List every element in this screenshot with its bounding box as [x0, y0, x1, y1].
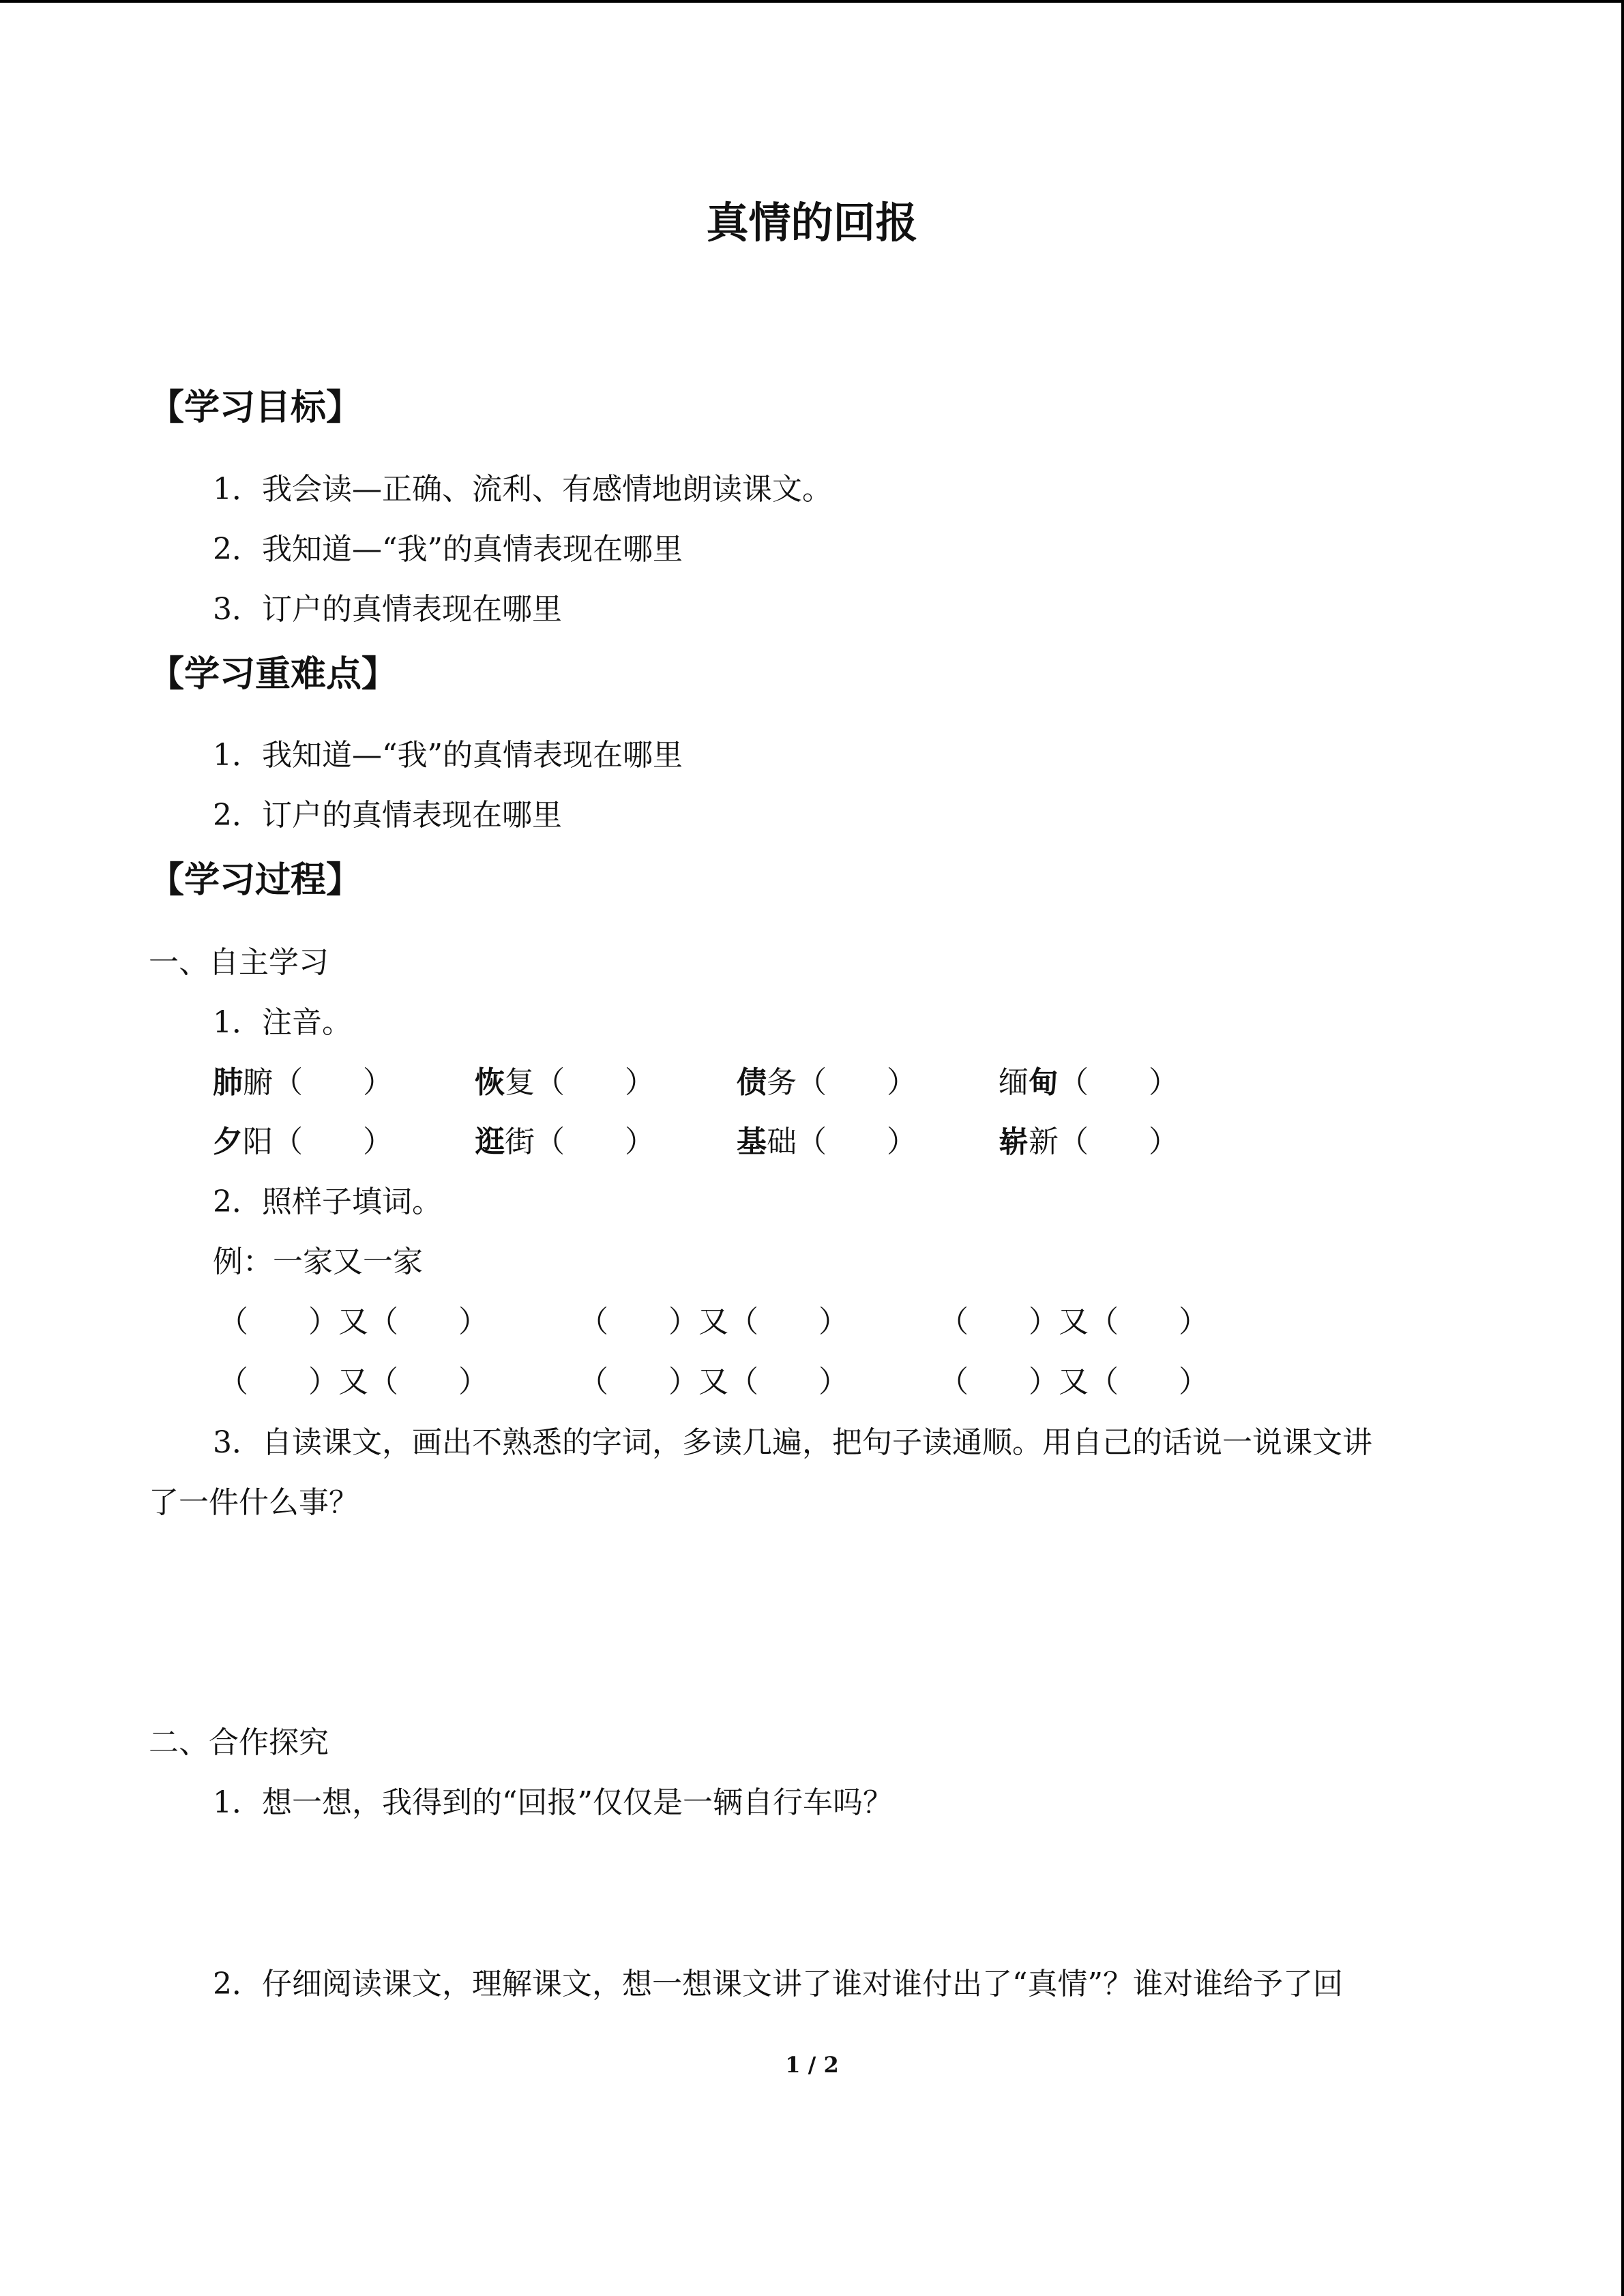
answer-blank[interactable]: （ ）	[797, 1065, 917, 1100]
pinyin-word: 缅甸（ ）	[999, 1065, 1179, 1100]
answer-blank[interactable]: （ ）	[535, 1124, 655, 1159]
pinyin-target-char: 逛	[475, 1124, 505, 1159]
key-point-item-1: 1．我知道—“我”的真情表现在哪里	[213, 738, 683, 773]
pinyin-word: 债务（ ）	[737, 1065, 917, 1100]
reading-task-line-2: 了一件什么事？	[149, 1485, 359, 1520]
section-heading-process: 【学习过程】	[149, 860, 362, 901]
section-heading-key-points: 【学习重难点】	[149, 654, 398, 695]
part2-heading: 二、合作探究	[149, 1725, 329, 1760]
pinyin-word: 恢复（ ）	[475, 1065, 655, 1100]
fill-words-blank[interactable]: （ ）又（ ）	[578, 1304, 848, 1339]
pinyin-target-char: 夕	[213, 1124, 243, 1159]
pinyin-word: 肺腑（ ）	[213, 1065, 393, 1100]
inquiry-question-1: 1．想一想，我得到的“回报”仅仅是一辆自行车吗？	[213, 1785, 893, 1820]
pinyin-word: 夕阳（ ）	[213, 1124, 393, 1159]
key-point-item-2: 2．订户的真情表现在哪里	[213, 798, 562, 833]
answer-blank[interactable]: （ ）	[273, 1065, 393, 1100]
pinyin-target-char: 甸	[1029, 1065, 1059, 1100]
pinyin-word: 逛街（ ）	[475, 1124, 655, 1159]
pinyin-target-char: 肺	[213, 1065, 243, 1100]
fill-words-blank[interactable]: （ ）又（ ）	[218, 1365, 488, 1399]
answer-blank[interactable]: （ ）	[797, 1124, 917, 1159]
pinyin-target-char: 基	[737, 1124, 767, 1159]
fill-words-blank[interactable]: （ ）又（ ）	[939, 1365, 1209, 1399]
fill-words-task-label: 2．照样子填词。	[213, 1184, 442, 1219]
page-border-right	[1621, 0, 1624, 2296]
answer-blank[interactable]: （ ）	[1059, 1065, 1179, 1100]
part1-heading: 一、自主学习	[149, 945, 329, 980]
fill-words-example: 例：一家又一家	[213, 1244, 423, 1279]
fill-words-blank[interactable]: （ ）又（ ）	[939, 1304, 1209, 1339]
pinyin-word: 基础（ ）	[737, 1124, 917, 1159]
goal-item-1: 1．我会读—正确、流利、有感情地朗读课文。	[213, 472, 832, 507]
reading-task-line-1: 3．自读课文，画出不熟悉的字词，多读几遍，把句子读通顺。用自己的话说一说课文讲	[213, 1425, 1372, 1460]
page-title: 真情的回报	[706, 198, 918, 248]
section-heading-goals: 【学习目标】	[149, 387, 362, 428]
fill-words-blank[interactable]: （ ）又（ ）	[218, 1304, 488, 1339]
page-border-top	[0, 0, 1624, 3]
inquiry-question-2: 2．仔细阅读课文，理解课文，想一想课文讲了谁对谁付出了“真情”？谁对谁给予了回	[213, 1967, 1343, 2001]
pinyin-task-label: 1．注音。	[213, 1005, 352, 1040]
answer-blank[interactable]: （ ）	[535, 1065, 655, 1100]
answer-blank[interactable]: （ ）	[273, 1124, 393, 1159]
page-number: 1 / 2	[785, 2052, 839, 2078]
pinyin-target-char: 恢	[475, 1065, 505, 1100]
pinyin-word: 崭新（ ）	[999, 1124, 1179, 1159]
goal-item-2: 2．我知道—“我”的真情表现在哪里	[213, 532, 683, 567]
goal-item-3: 3．订户的真情表现在哪里	[213, 592, 562, 627]
pinyin-target-char: 债	[737, 1065, 767, 1100]
fill-words-blank[interactable]: （ ）又（ ）	[578, 1365, 848, 1399]
pinyin-target-char: 崭	[999, 1124, 1029, 1159]
answer-blank[interactable]: （ ）	[1059, 1124, 1179, 1159]
